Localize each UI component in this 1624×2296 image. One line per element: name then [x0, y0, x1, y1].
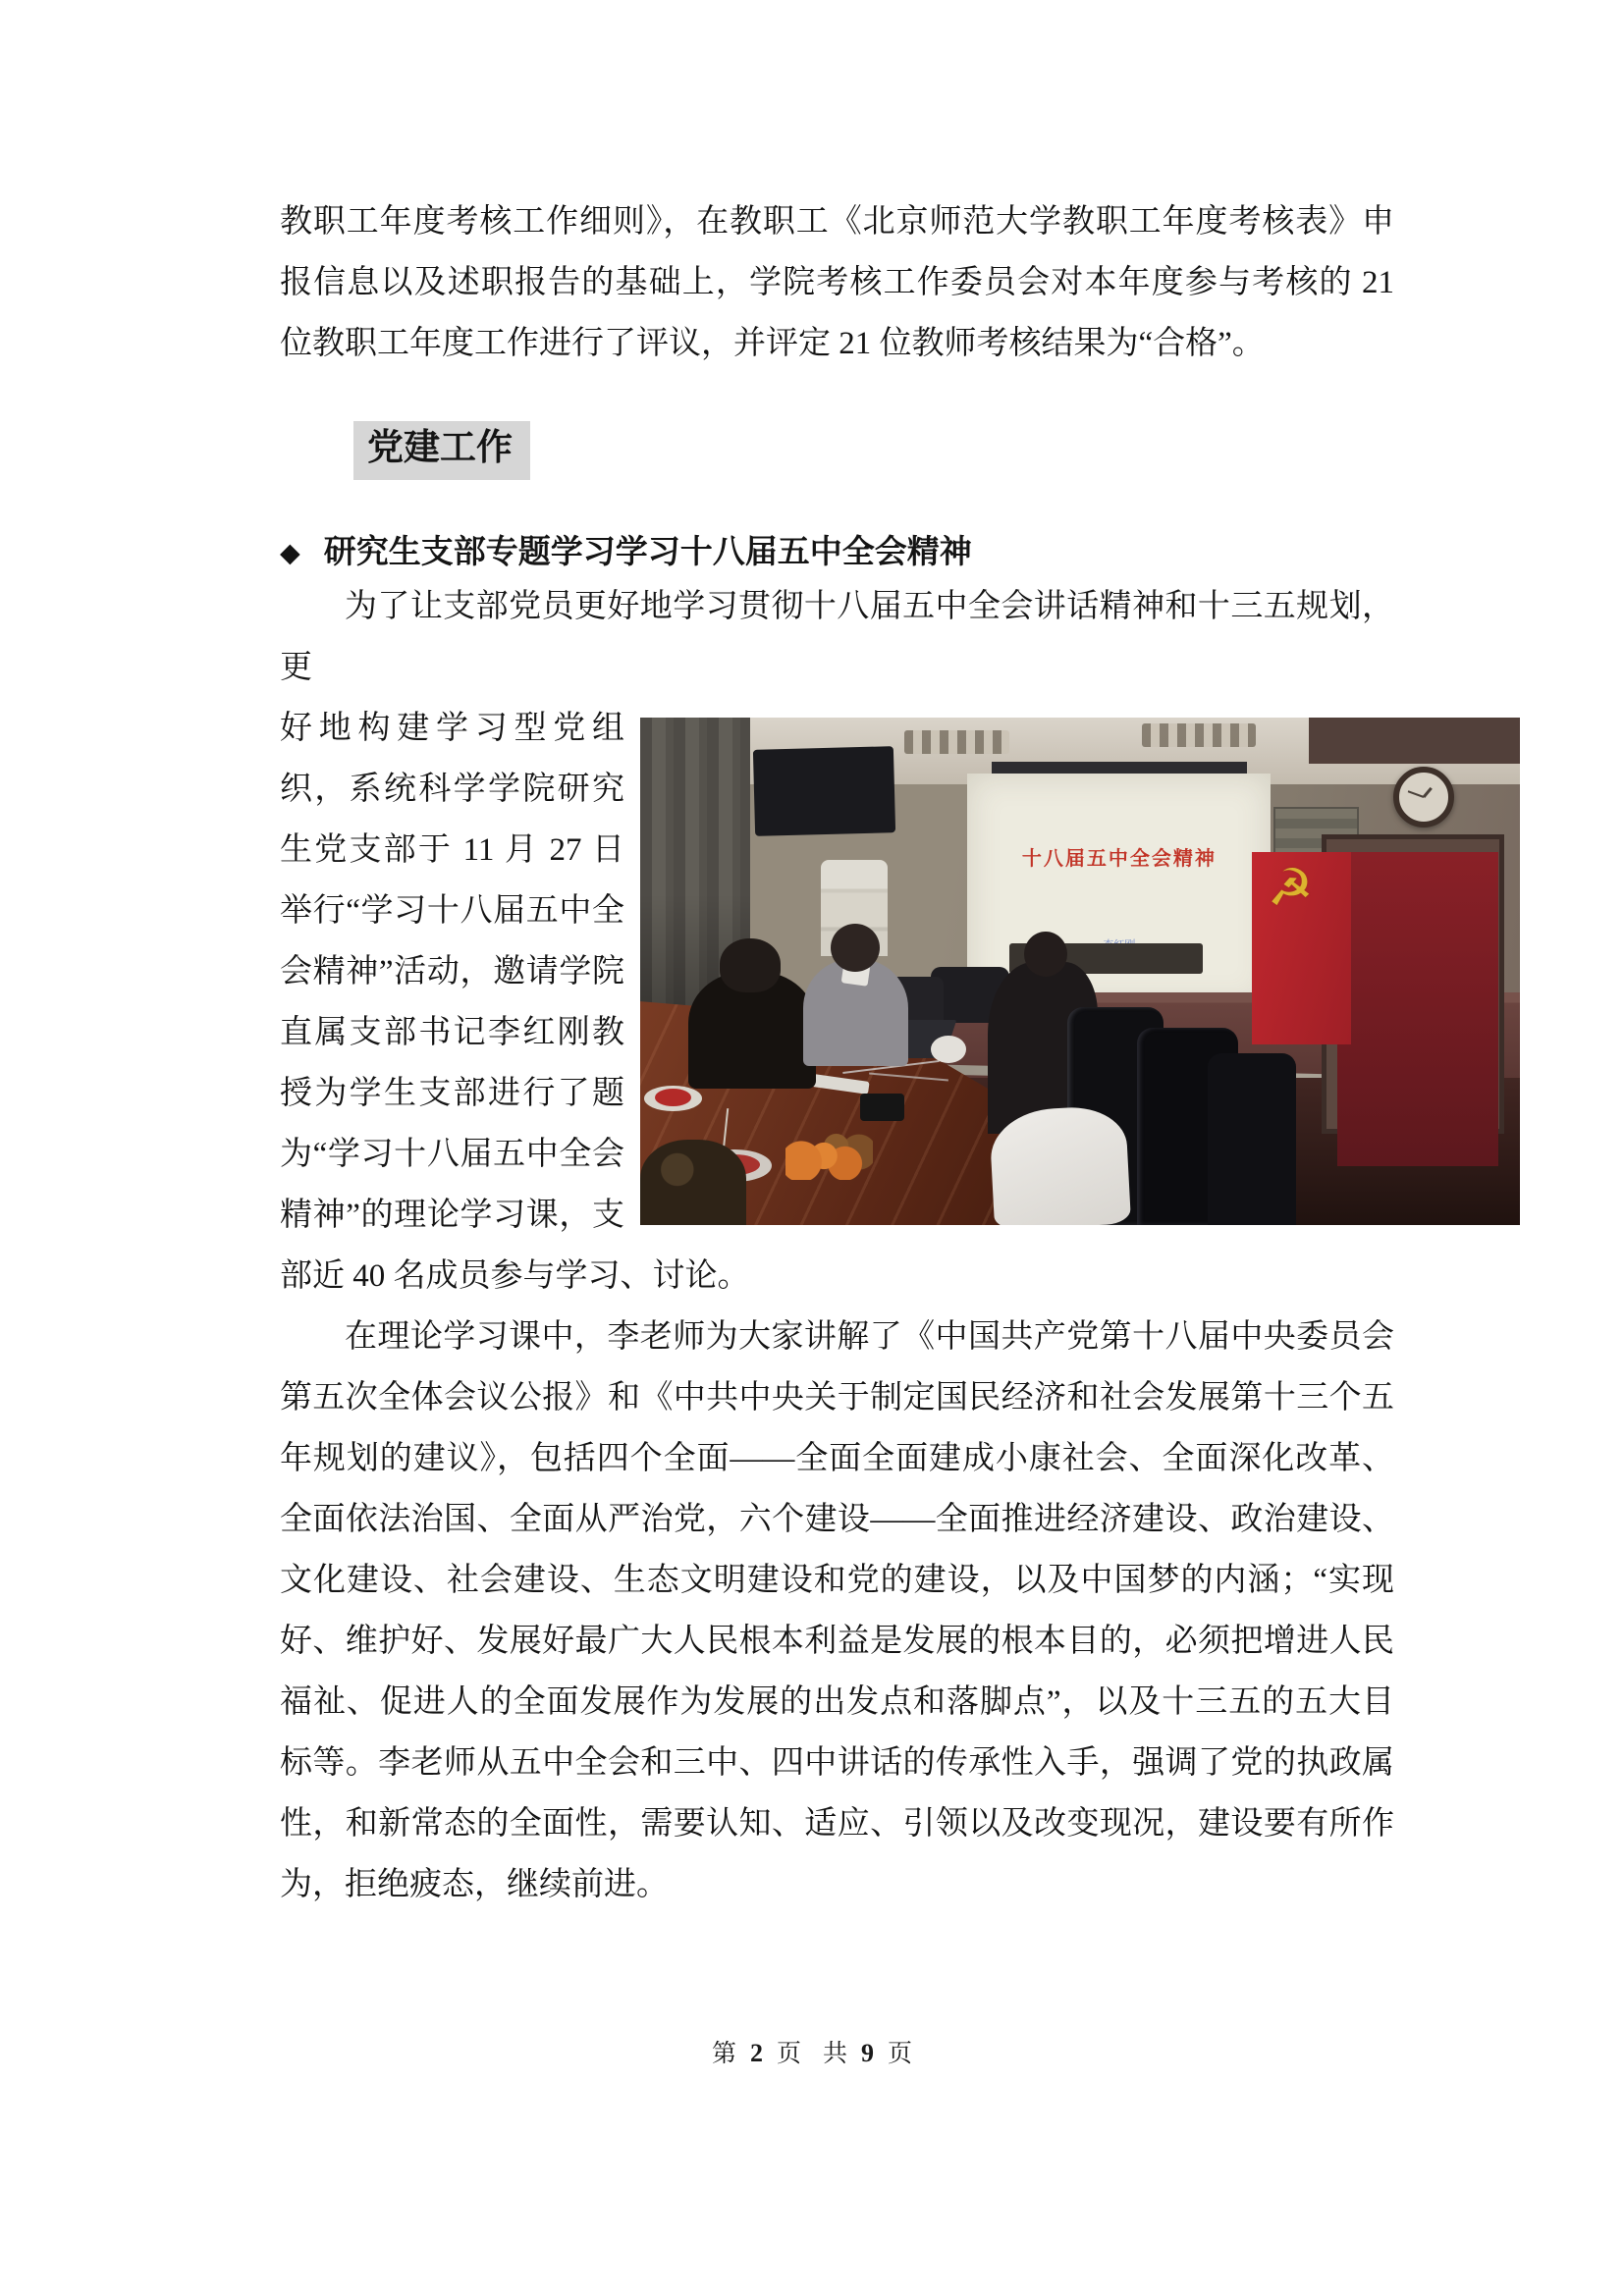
paragraph-2-rest: 好地构建学习型党组织，系统科学学院研究生党支部于 11 月 27 日举行“学习十八届五中全会精神”活动，邀请学院直属支部书记李红刚教授为学生支部进行了题为“学习十八届五中全会精神”的理论学习课，支部近 40 名成员参与学习、讨论。	[280, 711, 750, 1295]
screen-title-text: 十八届五中全会精神	[1021, 848, 1217, 871]
hammer-sickle-icon: ☭	[1267, 858, 1314, 918]
footer-page-label: 页	[776, 2041, 801, 2067]
section-header	[353, 421, 1394, 480]
fruit-plate	[644, 1086, 701, 1111]
white-coat-on-chair	[989, 1105, 1131, 1225]
tissue	[931, 1036, 966, 1063]
paragraph-1: 教职工年度考核工作细则》，在教职工《北京师范大学教职工年度考核表》申报信息以及述职报告的基础上，学院考核工作委员会对本年度参与考核的 21 位教职工年度工作进行了评议，并评定 21 位教师考核结果为“合格”。	[280, 204, 1394, 361]
footer-total-pages: 9	[861, 2039, 875, 2067]
page-content	[280, 191, 1394, 1915]
footer-page-number: 2	[749, 2039, 763, 2067]
ceiling-vent	[904, 730, 1010, 754]
party-flag-shadow-fold	[1337, 852, 1498, 1167]
ceiling-vent	[1142, 723, 1256, 747]
person-head	[1024, 932, 1068, 978]
person-head	[831, 924, 880, 972]
bullet-heading-text: 研究生支部专题学习学习十八届五中全会精神	[323, 535, 972, 571]
person-head	[720, 938, 782, 991]
fur-coat	[640, 1140, 746, 1226]
paragraph-3: 在理论学习课中，李老师为大家讲解了《中国共产党第十八届中央委员会第五次全体会议公报》和《中共中央关于制定国民经济和社会发展第十三个五年规划的建议》，包括四个全面——全面全面建成小康社会、全面深化改革、全面依法治国、全面从严治党，六个建设——全面推进经济建设、政治建设、文化建设、社会建设、生态文明建设和党的建设，以及中国梦的内涵；“实现好、维护好、发展好最广大人民根本利益是发展的根本目的，必须把增进人民福祉、促进人的全面发展作为发展的出发点和落脚点”，以及十三五的五大目标等。李老师从五中全会和三中、四中讲话的传承性入手，强调了党的执政属性，和新常态的全面性，需要认知、适应、引领以及改变现况，建设要有所作为，拒绝疲态，继续前进。	[280, 1319, 1394, 1903]
page-footer	[0, 2034, 1624, 2069]
section-header-highlight: 党建工作	[353, 421, 530, 480]
ceiling-beam	[1309, 718, 1520, 764]
paragraph-2-first-line: 为了让支部党员更好地学习贯彻十八届五中全会讲话精神和十三五规划，更	[280, 589, 1394, 686]
camera	[860, 1094, 904, 1121]
footer-of-label: 共	[823, 2041, 848, 2067]
oranges	[785, 1132, 874, 1180]
footer-prefix: 第	[711, 2041, 736, 2067]
paragraph-2	[280, 576, 1394, 1307]
office-chair	[1208, 1053, 1296, 1226]
diamond-bullet-icon: ◆	[280, 537, 300, 568]
meeting-photo	[640, 718, 1520, 1225]
wall-clock	[1393, 767, 1454, 828]
bullet-heading	[280, 529, 1394, 576]
wall-speaker	[753, 747, 896, 837]
footer-total-label: 页	[888, 2041, 913, 2067]
